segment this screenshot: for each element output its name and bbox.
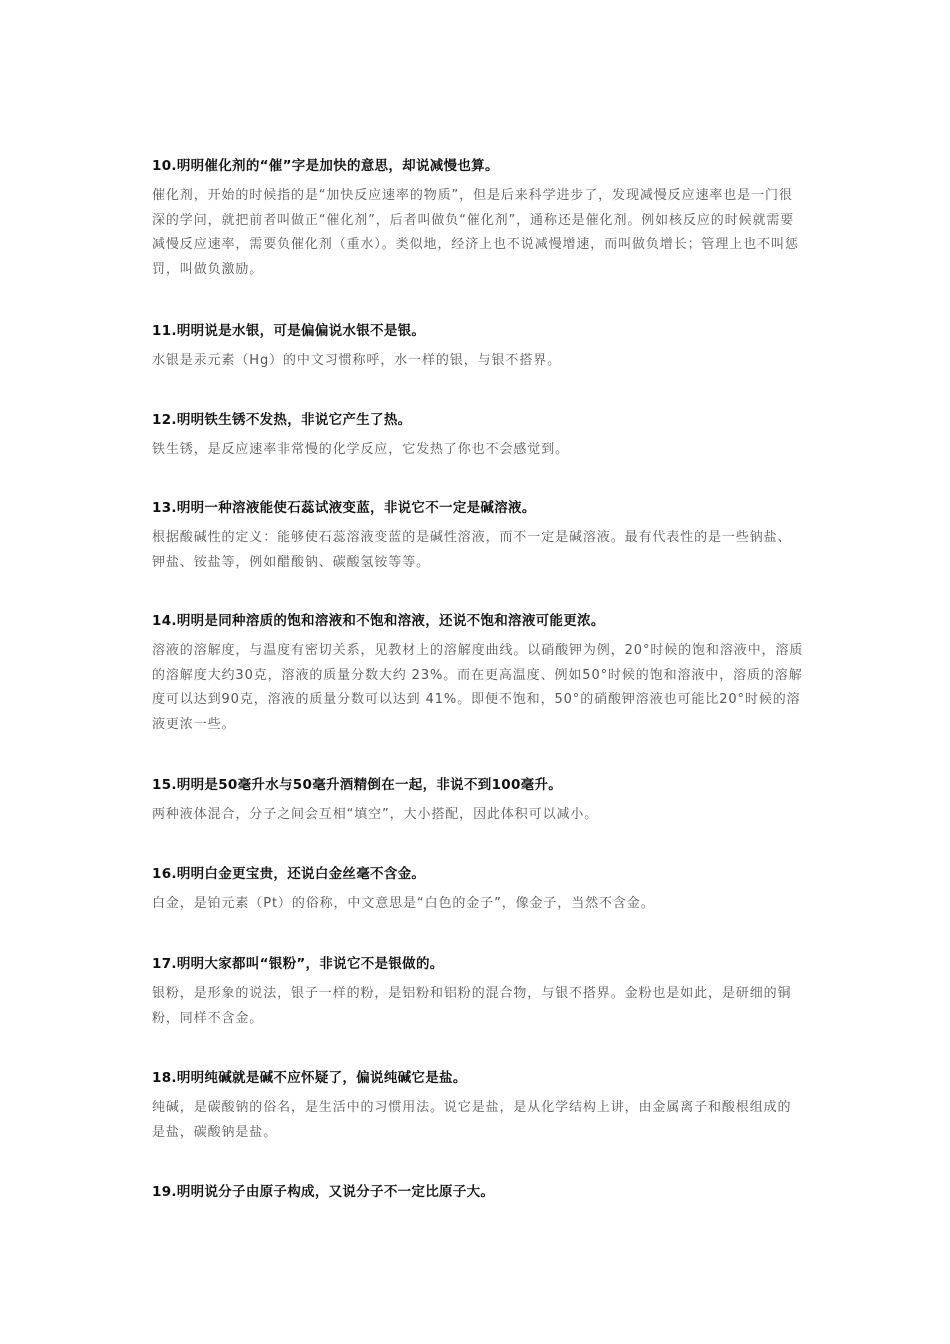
answer-paragraph: 纯碱，是碳酸钠的俗名，是生活中的习惯用法。说它是盐，是从化学结构上讲，由金属离子和酸根组成的是盐，碳酸钠是盐。 bbox=[152, 1100, 792, 1140]
answer-paragraph: 水银是汞元素（Hg）的中文习惯称呼，水一样的银，与银不搭界。 bbox=[152, 353, 562, 368]
question-heading: 14.明明是同种溶质的饱和溶液和不饱和溶液，还说不饱和溶液可能更浓。 bbox=[152, 613, 605, 629]
question-heading: 18.明明纯碱就是碱不应怀疑了，偏说纯碱它是盐。 bbox=[152, 1070, 467, 1086]
question-heading: 10.明明催化剂的“催”字是加快的意思，却说减慢也算。 bbox=[152, 158, 499, 174]
qa-item-13 bbox=[152, 498, 804, 575]
qa-item-14 bbox=[152, 611, 804, 737]
answer-paragraph: 根据酸碱性的定义：能够使石蕊溶液变蓝的是碱性溶液，而不一定是碱溶液。最有代表性的是一些钠盐、钾盐、铵盐等，例如醋酸钠、碳酸氢铵等等。 bbox=[152, 530, 792, 570]
question-heading: 17.明明大家都叫“银粉”，非说它不是银做的。 bbox=[152, 956, 444, 972]
qa-item-17 bbox=[152, 954, 804, 1031]
answer-paragraph: 白金，是铂元素（Pt）的俗称，中文意思是“白色的金子”，像金子，当然不含金。 bbox=[152, 896, 655, 911]
qa-item-19 bbox=[152, 1182, 804, 1202]
answer-paragraph: 银粉，是形象的说法，银子一样的粉，是铝粉和铝粉的混合物，与银不搭界。金粉也是如此，是研细的铜粉，同样不含金。 bbox=[152, 986, 792, 1026]
question-heading: 16.明明白金更宝贵，还说白金丝毫不含金。 bbox=[152, 866, 426, 882]
question-heading: 13.明明一种溶液能使石蕊试液变蓝，非说它不一定是碱溶液。 bbox=[152, 500, 536, 516]
answer-paragraph: 铁生锈，是反应速率非常慢的化学反应，它发热了你也不会感觉到。 bbox=[152, 442, 570, 457]
answer-paragraph: 催化剂，开始的时候指的是“加快反应速率的物质”，但是后来科学进步了，发现减慢反应速率也是一门很深的学问，就把前者叫做正“催化剂”，后者叫做负“催化剂”，通称还是催化剂。例如核反应的时候就需要减慢反应速率，需要负催化剂（重水）。类似地，经济上也不说减慢增速，而叫做负增长；管理上也不叫惩罚，叫做负激励。 bbox=[152, 188, 799, 277]
answer-paragraph: 溶液的溶解度，与温度有密切关系，见教材上的溶解度曲线。以硝酸钾为例，20°时候的饱和溶液中，溶质的溶解度大约30克，溶液的质量分数大约 23%。而在更高温度、例如50°时候的饱和溶液中，溶质的溶解度可以达到90克，溶液的质量分数可以达到 41%。即便不饱和，50°的硝酸钾溶液也可能比20°时候的溶液更浓一些。 bbox=[152, 643, 804, 732]
question-heading: 12.明明铁生锈不发热，非说它产生了热。 bbox=[152, 412, 412, 428]
qa-item-18 bbox=[152, 1068, 804, 1145]
qa-item-12 bbox=[152, 410, 804, 463]
qa-item-15 bbox=[152, 775, 804, 828]
qa-item-10 bbox=[152, 156, 804, 282]
qa-item-11 bbox=[152, 321, 804, 374]
question-heading: 11.明明说是水银，可是偏偏说水银不是银。 bbox=[152, 323, 426, 339]
answer-paragraph: 两种液体混合，分子之间会互相“填空”，大小搭配，因此体积可以减小。 bbox=[152, 807, 599, 822]
qa-item-16 bbox=[152, 864, 804, 917]
question-heading: 15.明明是50毫升水与50毫升酒精倒在一起，非说不到100毫升。 bbox=[152, 777, 563, 793]
question-heading: 19.明明说分子由原子构成，又说分子不一定比原子大。 bbox=[152, 1184, 495, 1200]
